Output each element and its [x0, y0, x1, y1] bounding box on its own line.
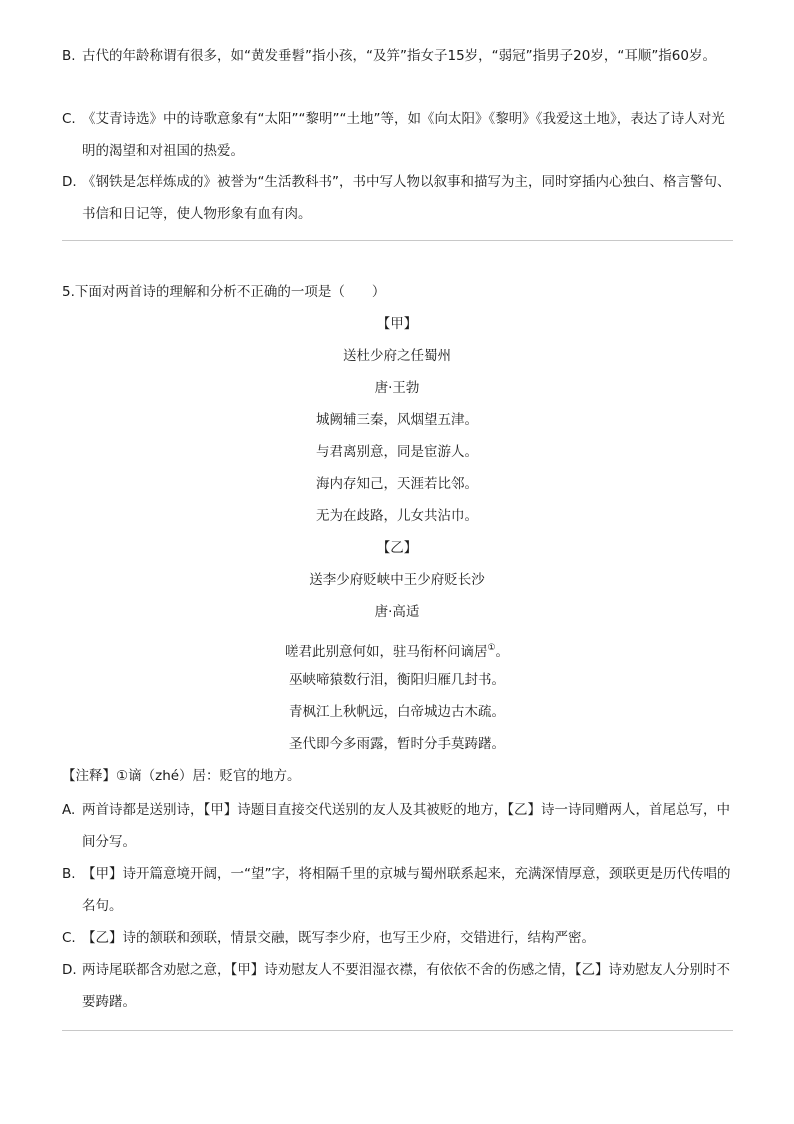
option-text: 《艾青诗选》中的诗歌意象有“太阳”“黎明”“土地”等，如《向太阳》《黎明》《我爱这土地》，表达了诗人对光明的渴望和对祖国的热爱。	[82, 111, 725, 159]
option-text: 两诗尾联都含劝慰之意，【甲】诗劝慰友人不要泪湿衣襟，有依依不舍的伤感之情，【乙】诗劝慰友人分别时不要踌躇。	[82, 962, 730, 1010]
section-divider	[62, 1030, 733, 1031]
poem-a-title: 送杜少府之任蜀州	[343, 348, 451, 364]
poem-b-line: 青枫江上秋帆远，白帝城边古木疏。	[289, 704, 505, 720]
option-letter: B.	[62, 866, 76, 882]
option-text: 【甲】诗开篇意境开阔，一“望”字，将相隔千里的京城与蜀州联系起来，充满深情厚意，颈联更是历代传唱的名句。	[82, 866, 731, 914]
poem-b-line	[0, 634, 794, 666]
option-letter: B.	[62, 48, 76, 64]
section-divider	[62, 240, 733, 241]
option-text: 【乙】诗的颔联和颈联，情景交融，既写李少府，也写王少府，交错进行，结构严密。	[82, 930, 595, 946]
poem-b-author: 唐·高适	[374, 604, 420, 620]
footnote-marker: ①	[487, 643, 496, 653]
poem-a-line: 海内存知己，天涯若比邻。	[316, 476, 478, 492]
option-c	[62, 922, 732, 954]
poem-b-line-text: 嗟君此别意何如，驻马衔杯问谪居	[284, 644, 488, 660]
prev-option-d	[62, 166, 732, 230]
option-letter: D.	[62, 962, 77, 978]
poem-a-tag: 【甲】	[376, 316, 418, 332]
option-text: 两首诗都是送别诗，【甲】诗题目直接交代送别的友人及其被贬的地方，【乙】诗一诗同赠两人，首尾总写，中间分写。	[82, 802, 730, 850]
option-text: 《钢铁是怎样炼成的》被誉为“生活教科书”，书中写人物以叙事和描写为主，同时穿插内心独白、格言警句、书信和日记等，使人物形象有血有肉。	[82, 174, 731, 222]
poem-b-tag: 【乙】	[376, 540, 418, 556]
prev-option-c	[62, 103, 732, 167]
option-a	[62, 794, 732, 858]
poem-a-line: 与君离别意，同是宦游人。	[316, 444, 478, 460]
option-b	[62, 858, 732, 922]
poem-a-author: 唐·王勃	[374, 380, 420, 396]
poem-b-line: 圣代即今多雨露，暂时分手莫踌躇。	[289, 736, 505, 752]
poem-b-line-end: 。	[495, 644, 510, 660]
poem-b-line: 巫峡啼猿数行泪，衡阳归雁几封书。	[289, 672, 505, 688]
poem-a-line: 无为在歧路，儿女共沾巾。	[316, 508, 478, 524]
poem-a-line: 城阙辅三秦，风烟望五津。	[316, 412, 478, 428]
option-letter: C.	[62, 111, 76, 127]
question-stem: 5.下面对两首诗的理解和分析不正确的一项是（ ）	[62, 284, 386, 300]
option-letter: A.	[62, 802, 76, 818]
option-letter: D.	[62, 174, 77, 190]
option-text: 古代的年龄称谓有很多，如“黄发垂髫”指小孩，“及笄”指女子15岁，“弱冠”指男子20岁，“耳顺”指60岁。	[82, 48, 716, 64]
option-letter: C.	[62, 930, 76, 946]
option-d	[62, 954, 732, 1018]
poem-b-title: 送李少府贬峡中王少府贬长沙	[309, 572, 485, 588]
prev-option-b	[62, 40, 732, 72]
annotation-note: 【注释】①谪（zhé）居：贬官的地方。	[62, 768, 301, 784]
